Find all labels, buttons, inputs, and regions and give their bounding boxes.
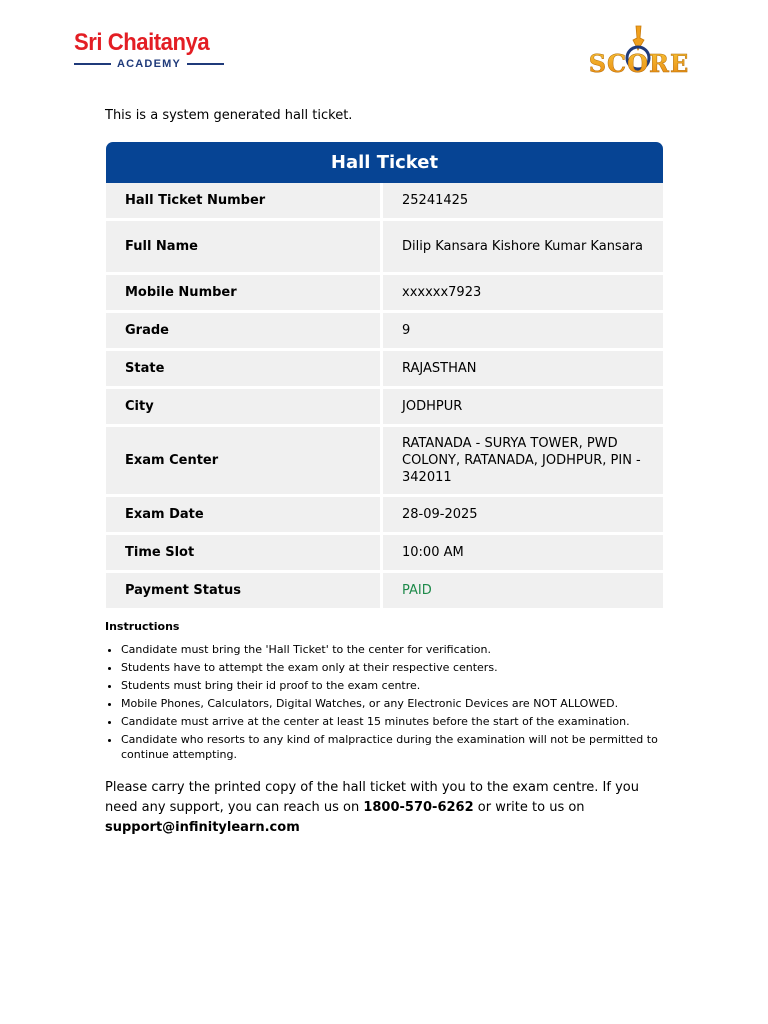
ticket-row-label: Exam Center [106, 427, 383, 494]
ticket-row-label: City [106, 389, 383, 424]
ticket-row [106, 183, 663, 218]
ticket-row [106, 424, 663, 494]
ticket-row [106, 272, 663, 310]
ticket-row-value: Dilip Kansara Kishore Kumar Kansara [402, 239, 643, 254]
ticket-row-label: Hall Ticket Number [106, 183, 383, 218]
ticket-row-value: RAJASTHAN [402, 361, 477, 376]
instructions-section [105, 620, 680, 765]
instruction-item: • Students must bring their id proof to the exam centre. [121, 678, 680, 693]
ticket-row-value: 9 [402, 323, 411, 338]
payment-status-value: PAID [402, 583, 432, 598]
logo-brand-name: Sri Chaitanya [74, 29, 210, 56]
instruction-item: • Candidate must arrive at the center at least 15 minutes before the start of the examination. [121, 714, 680, 729]
support-text-2: or write to us on [473, 800, 585, 815]
ticket-row [106, 348, 663, 386]
score-logo-text: SCORE [588, 49, 690, 78]
logo-rule-right [187, 63, 224, 65]
logo-subtitle [74, 58, 224, 70]
ticket-row-label: State [106, 351, 383, 386]
instruction-item: • Candidate who resorts to any kind of malpractice during the examination will not be permitted to continue attempting. [121, 732, 680, 762]
ticket-row-value: 28-09-2025 [402, 507, 478, 522]
ticket-row-label: Payment Status [106, 573, 383, 608]
instructions-title: Instructions [105, 620, 180, 633]
ticket-row [106, 386, 663, 424]
support-note [105, 778, 675, 838]
ticket-row-label: Mobile Number [106, 275, 383, 310]
logo-subtitle-text: ACADEMY [117, 58, 182, 70]
instructions-list [105, 642, 680, 762]
ticket-row-label: Time Slot [106, 535, 383, 570]
score-logo [578, 22, 700, 78]
ticket-row [106, 570, 663, 608]
ticket-row [106, 310, 663, 348]
sri-chaitanya-logo [74, 30, 224, 70]
instruction-item: • Students have to attempt the exam only at their respective centers. [121, 660, 680, 675]
ticket-row-label: Full Name [106, 221, 383, 272]
hall-ticket-rows [106, 183, 663, 608]
ticket-row-label: Grade [106, 313, 383, 348]
ticket-row-label: Exam Date [106, 497, 383, 532]
ticket-row-value: RATANADA - SURYA TOWER, PWD COLONY, RATANADA, JODHPUR, PIN - 342011 [402, 436, 641, 485]
hall-ticket-title: Hall Ticket [106, 142, 663, 183]
logo-rule-left [74, 63, 111, 65]
ticket-row [106, 218, 663, 272]
instruction-item: • Mobile Phones, Calculators, Digital Watches, or any Electronic Devices are NOT ALLOWED. [121, 696, 680, 711]
instruction-item: • Candidate must bring the 'Hall Ticket' to the center for verification. [121, 642, 680, 657]
ticket-row-value: JODHPUR [402, 399, 463, 414]
hall-ticket-card [106, 142, 663, 608]
intro-text: This is a system generated hall ticket. [105, 108, 353, 123]
support-text-1: Please carry the printed copy of the hall ticket with you to the exam centre. If you need any support, you can reach us on [105, 780, 639, 815]
ticket-row [106, 494, 663, 532]
ticket-row-value: 25241425 [402, 193, 469, 208]
support-email: support@infinitylearn.com [105, 820, 300, 835]
ticket-row-value: 10:00 AM [402, 545, 464, 560]
ticket-row [106, 532, 663, 570]
ticket-row-value: xxxxxx7923 [402, 285, 482, 300]
support-phone: 1800-570-6262 [363, 800, 474, 815]
